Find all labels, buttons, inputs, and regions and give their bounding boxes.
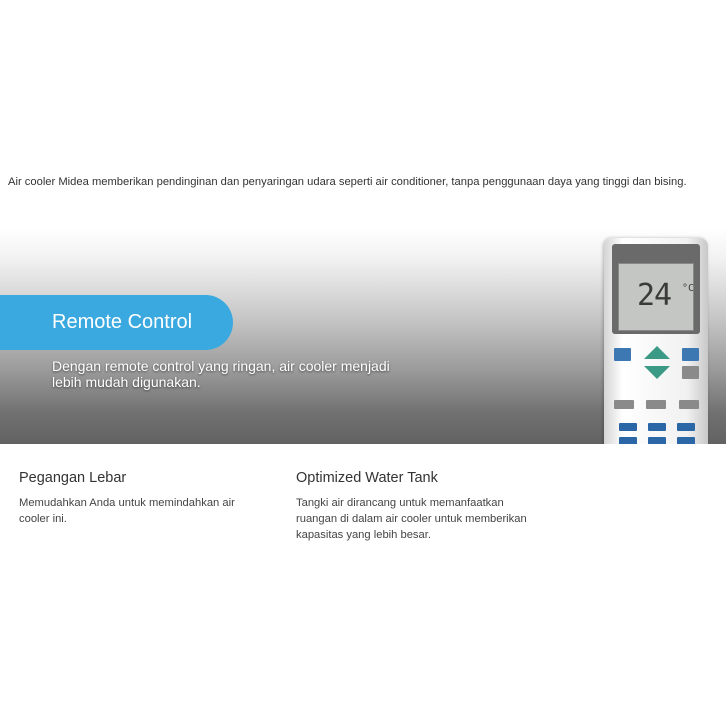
display-temperature: 24 xyxy=(637,278,672,313)
remote-display-frame xyxy=(612,244,700,334)
intro-text: Air cooler Midea memberikan pendinginan dan penyaringan udara seperti air conditioner, tanpa penggunaan daya yang tinggi dan bising. xyxy=(8,176,687,188)
remote-control-banner xyxy=(0,228,726,444)
banner-title: Remote Control xyxy=(52,311,193,333)
arrow-up-icon xyxy=(644,346,670,359)
feature-description: Tangki air dirancang untuk memanfaatkan ruangan di dalam air cooler untuk memberikan kapasitas yang lebih besar. xyxy=(296,497,527,541)
remote-control-image xyxy=(604,238,708,444)
arrow-down-icon xyxy=(644,366,670,379)
remote-button-navy-2 xyxy=(648,423,666,431)
feature-description: Memudahkan Anda untuk memindahkan air cooler ini. xyxy=(19,497,235,525)
banner-title-pill xyxy=(0,295,233,350)
remote-display xyxy=(618,263,694,331)
remote-button-navy-4 xyxy=(619,437,637,444)
banner-description: Dengan remote control yang ringan, air cooler menjadi lebih mudah digunakan. xyxy=(52,358,390,390)
remote-button-right-gray xyxy=(682,366,699,379)
remote-button-gray-2 xyxy=(646,400,666,409)
display-unit: °C xyxy=(682,283,695,294)
remote-button-navy-3 xyxy=(677,423,695,431)
feature-optimized-water-tank xyxy=(296,468,536,543)
feature-pegangan-lebar xyxy=(19,468,259,527)
remote-button-navy-6 xyxy=(677,437,695,444)
remote-button-gray-3 xyxy=(679,400,699,409)
feature-title: Pegangan Lebar xyxy=(19,470,127,486)
feature-title: Optimized Water Tank xyxy=(296,470,438,486)
remote-button-right-blue xyxy=(682,348,699,361)
remote-button-gray-1 xyxy=(614,400,634,409)
remote-button-navy-5 xyxy=(648,437,666,444)
remote-button-navy-1 xyxy=(619,423,637,431)
remote-button-left-blue xyxy=(614,348,631,361)
